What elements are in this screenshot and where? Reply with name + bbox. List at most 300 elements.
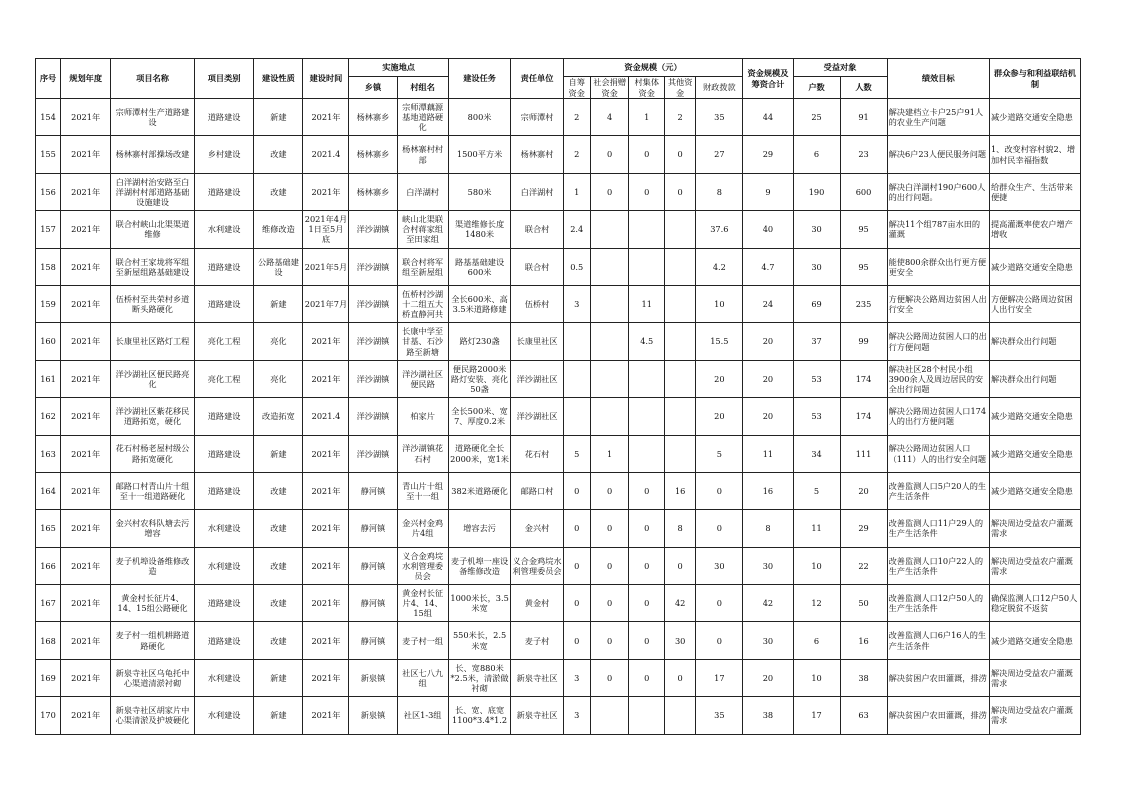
cell-time: 2021年 [303,585,349,622]
cell-total: 20 [743,659,793,696]
cell-households: 12 [793,585,840,622]
cell-year: 2021年 [61,211,111,248]
table-row [36,248,1081,285]
cell-households: 11 [793,510,840,547]
cell-self-raised [563,360,590,397]
cell-seq: 154 [36,99,61,136]
cell-town: 静河镇 [349,622,397,659]
cell-unit: 联合村 [511,248,563,285]
cell-village: 社区七八九组 [397,659,448,696]
header-time: 建设时间 [303,59,349,99]
cell-time: 2021年 [303,547,349,584]
cell-name: 联合村峡山北渠渠道维修 [111,211,195,248]
cell-goal: 解决社区28个村民小组3900余人及周边居民的安全出行问题 [887,360,989,397]
header-category: 项目类别 [194,59,254,99]
cell-other: 0 [664,547,695,584]
cell-task: 麦子机埠一座设备维修改造 [448,547,511,584]
cell-nature: 新建 [254,659,303,696]
cell-category: 亮化工程 [194,323,254,360]
cell-seq: 170 [36,697,61,734]
table-body [36,99,1081,735]
cell-unit: 洋沙湖社区 [511,360,563,397]
cell-time: 2021年 [303,659,349,696]
cell-time: 2021年 [303,472,349,509]
cell-fiscal: 37.6 [696,211,743,248]
cell-people: 23 [840,136,887,173]
cell-seq: 158 [36,248,61,285]
cell-social: 0 [590,472,629,509]
cell-time: 2021年 [303,435,349,472]
cell-unit: 洋沙湖社区 [511,398,563,435]
cell-town: 静河镇 [349,510,397,547]
table-row [36,360,1081,397]
cell-unit: 白洋湖村 [511,173,563,210]
cell-mechanism: 解决群众出行问题 [989,360,1080,397]
cell-self-raised: 3 [563,285,590,322]
cell-other [664,360,695,397]
cell-goal: 改善监测人口10户22人的生产生活条件 [887,547,989,584]
cell-households: 30 [793,248,840,285]
cell-task: 382米道路硬化 [448,472,511,509]
cell-town: 洋沙湖镇 [349,211,397,248]
cell-time: 2021年 [303,323,349,360]
cell-village: 洋沙湖社区便民路 [397,360,448,397]
cell-total: 38 [743,697,793,734]
cell-task: 路基基础建设600米 [448,248,511,285]
cell-people: 38 [840,659,887,696]
cell-total: 4.7 [743,248,793,285]
cell-people: 91 [840,99,887,136]
cell-self-raised [563,398,590,435]
cell-social: 0 [590,510,629,547]
cell-fiscal: 8 [696,173,743,210]
cell-name: 长康里社区路灯工程 [111,323,195,360]
table-row [36,622,1081,659]
cell-task: 长、宽、底宽1100*3.4*1.2 [448,697,511,734]
cell-nature: 新建 [254,697,303,734]
cell-task: 全长500米、宽7、厚度0.2米 [448,398,511,435]
cell-seq: 167 [36,585,61,622]
cell-goal: 解决公路周边贫困人口（111）人的出行安全问题 [887,435,989,472]
table-header [36,59,1081,99]
cell-village: 洋沙湖镇花石村 [397,435,448,472]
cell-year: 2021年 [61,435,111,472]
cell-households: 10 [793,659,840,696]
cell-unit: 新泉寺社区 [511,659,563,696]
cell-fiscal: 0 [696,622,743,659]
cell-other [664,211,695,248]
cell-category: 道路建设 [194,585,254,622]
cell-seq: 162 [36,398,61,435]
header-year: 规划年度 [61,59,111,99]
table-row [36,211,1081,248]
cell-category: 水利建设 [194,211,254,248]
cell-town: 洋沙湖镇 [349,323,397,360]
cell-social: 0 [590,173,629,210]
cell-fiscal: 35 [696,99,743,136]
cell-nature: 改建 [254,585,303,622]
cell-fiscal: 35 [696,697,743,734]
cell-year: 2021年 [61,360,111,397]
cell-fiscal: 15.5 [696,323,743,360]
cell-village: 麦子村一组 [397,622,448,659]
cell-self-raised: 5 [563,435,590,472]
cell-social: 0 [590,659,629,696]
header-total: 资金规模及筹资合计 [743,59,793,99]
cell-task: 增容去污 [448,510,511,547]
cell-name: 伍桥村至共荣村乡道断头路硬化 [111,285,195,322]
cell-households: 17 [793,697,840,734]
cell-village: 长康中学至甘基、石沙路至新塘 [397,323,448,360]
cell-self-raised: 0 [563,472,590,509]
cell-social [590,398,629,435]
cell-collective: 0 [629,510,665,547]
cell-category: 道路建设 [194,435,254,472]
cell-category: 道路建设 [194,472,254,509]
cell-village: 杨林寨村村部 [397,136,448,173]
cell-village: 青山片十组至十一组 [397,472,448,509]
cell-nature: 亮化 [254,323,303,360]
cell-social: 0 [590,136,629,173]
cell-mechanism: 减少道路交通安全隐患 [989,248,1080,285]
cell-year: 2021年 [61,99,111,136]
header-village: 村组名 [397,77,448,99]
cell-town: 洋沙湖镇 [349,435,397,472]
cell-time: 2021年 [303,173,349,210]
cell-nature: 改建 [254,547,303,584]
cell-social [590,360,629,397]
table-row [36,136,1081,173]
table-row [36,659,1081,696]
cell-year: 2021年 [61,585,111,622]
cell-nature: 改建 [254,510,303,547]
cell-name: 麦子机埠设备维修改造 [111,547,195,584]
cell-town: 新泉镇 [349,697,397,734]
cell-collective: 0 [629,659,665,696]
cell-town: 静河镇 [349,472,397,509]
cell-name: 麦子村一组机耕路道路硬化 [111,622,195,659]
cell-task: 道路硬化全长2000米，宽1米 [448,435,511,472]
cell-households: 5 [793,472,840,509]
cell-village: 金兴村金鸡片4组 [397,510,448,547]
cell-households: 6 [793,136,840,173]
cell-people: 20 [840,472,887,509]
cell-village: 联合村将军组至新屋组 [397,248,448,285]
cell-nature: 公路基础建设 [254,248,303,285]
header-social: 社会捐赠资金 [590,77,629,99]
cell-other [664,285,695,322]
cell-category: 道路建设 [194,248,254,285]
project-table-sheet [35,58,1081,735]
cell-time: 2021.4 [303,398,349,435]
cell-name: 花石村杨老屋村级公路拓宽硬化 [111,435,195,472]
cell-time: 2021年7月 [303,285,349,322]
cell-task: 550米长，2.5米宽 [448,622,511,659]
cell-name: 白洋湖村治安路至白洋湖村村部道路基础设施建设 [111,173,195,210]
cell-mechanism: 给群众生产、生活带来便捷 [989,173,1080,210]
cell-social [590,248,629,285]
cell-total: 16 [743,472,793,509]
cell-people: 95 [840,248,887,285]
cell-goal: 改善监测人口5户20人的生产生活条件 [887,472,989,509]
cell-total: 11 [743,435,793,472]
cell-goal: 能使800余群众出行更方便更安全 [887,248,989,285]
cell-social [590,285,629,322]
table-row [36,398,1081,435]
cell-self-raised [563,323,590,360]
table-row [36,99,1081,136]
cell-social [590,697,629,734]
table-row [36,510,1081,547]
cell-collective: 0 [629,173,665,210]
cell-fiscal: 20 [696,360,743,397]
cell-total: 9 [743,173,793,210]
header-people: 人数 [840,77,887,99]
cell-collective: 0 [629,472,665,509]
header-unit: 责任单位 [511,59,563,99]
cell-village: 柏家片 [397,398,448,435]
cell-village: 峡山北渠联合村蒋家组至田家组 [397,211,448,248]
cell-other [664,697,695,734]
cell-total: 44 [743,99,793,136]
cell-goal: 解决公路周边贫困人口的出行方便问题 [887,323,989,360]
cell-mechanism: 解决群众出行问题 [989,323,1080,360]
cell-town: 杨林寨乡 [349,173,397,210]
cell-mechanism: 减少道路交通安全隐患 [989,622,1080,659]
cell-social: 0 [590,622,629,659]
cell-unit: 宗师潭村 [511,99,563,136]
cell-category: 水利建设 [194,697,254,734]
cell-goal: 改善监测人口12户50人的生产生活条件 [887,585,989,622]
cell-other: 42 [664,585,695,622]
cell-people: 29 [840,510,887,547]
cell-collective: 1 [629,99,665,136]
cell-self-raised: 1 [563,173,590,210]
cell-task: 路灯230盏 [448,323,511,360]
cell-goal: 解决公路周边贫困人口174人的出行方便问题 [887,398,989,435]
cell-people: 50 [840,585,887,622]
table-row [36,323,1081,360]
cell-people: 22 [840,547,887,584]
cell-total: 42 [743,585,793,622]
cell-total: 30 [743,547,793,584]
cell-social: 0 [590,585,629,622]
cell-fiscal: 30 [696,547,743,584]
cell-mechanism: 解决周边受益农户灌溉需求 [989,547,1080,584]
cell-name: 宗师潭村生产道路建设 [111,99,195,136]
cell-mechanism: 解决周边受益农户灌溉需求 [989,697,1080,734]
cell-other [664,398,695,435]
cell-goal: 方便解决公路周边贫困人出行安全 [887,285,989,322]
cell-total: 20 [743,323,793,360]
table-row [36,472,1081,509]
cell-nature: 改建 [254,622,303,659]
cell-seq: 155 [36,136,61,173]
cell-seq: 165 [36,510,61,547]
cell-village: 白洋湖村 [397,173,448,210]
cell-name: 洋沙湖社区便民路亮化 [111,360,195,397]
table-row [36,285,1081,322]
cell-task: 800米 [448,99,511,136]
cell-social: 0 [590,547,629,584]
header-other: 其他资金 [664,77,695,99]
cell-collective [629,360,665,397]
cell-name: 邮路口村青山片十组至十一组道路硬化 [111,472,195,509]
cell-time: 2021年 [303,510,349,547]
cell-self-raised: 3 [563,697,590,734]
cell-nature: 改建 [254,136,303,173]
cell-total: 40 [743,211,793,248]
cell-fiscal: 10 [696,285,743,322]
table-row [36,697,1081,734]
cell-social [590,211,629,248]
cell-unit: 花石村 [511,435,563,472]
cell-mechanism: 减少道路交通安全隐患 [989,398,1080,435]
cell-total: 8 [743,510,793,547]
cell-fiscal: 0 [696,510,743,547]
cell-time: 2021年 [303,697,349,734]
cell-town: 杨林寨乡 [349,99,397,136]
cell-name: 黄金村长征片4、14、15组公路硬化 [111,585,195,622]
cell-goal: 解决建档立卡户25户91人的农业生产问题 [887,99,989,136]
cell-total: 24 [743,285,793,322]
cell-mechanism: 减少道路交通安全隐患 [989,435,1080,472]
cell-unit: 新泉寺社区 [511,697,563,734]
cell-category: 亮化工程 [194,360,254,397]
cell-year: 2021年 [61,136,111,173]
cell-year: 2021年 [61,622,111,659]
cell-goal: 解决贫困户农田灌溉，排涝 [887,697,989,734]
cell-fiscal: 20 [696,398,743,435]
cell-goal: 解决11个组787亩水田的灌溉 [887,211,989,248]
cell-village: 伍桥村沙湖十二组五大桥直静河共 [397,285,448,322]
cell-town: 杨林寨乡 [349,136,397,173]
table-row [36,547,1081,584]
cell-households: 53 [793,398,840,435]
cell-mechanism: 提高灌溉率使农户增产增收 [989,211,1080,248]
cell-self-raised: 3 [563,659,590,696]
cell-people: 111 [840,435,887,472]
cell-time: 2021.4 [303,136,349,173]
cell-unit: 义合金鸡垸水利管理委员会 [511,547,563,584]
cell-other [664,435,695,472]
cell-town: 洋沙湖镇 [349,285,397,322]
cell-other: 16 [664,472,695,509]
cell-name: 杨林寨村部操场改建 [111,136,195,173]
cell-unit: 邮路口村 [511,472,563,509]
cell-seq: 166 [36,547,61,584]
cell-mechanism: 1、改变村容村貌2、增加村民幸福指数 [989,136,1080,173]
cell-other: 30 [664,622,695,659]
cell-total: 30 [743,622,793,659]
cell-people: 174 [840,360,887,397]
cell-category: 乡村建设 [194,136,254,173]
cell-self-raised: 0 [563,585,590,622]
cell-total: 29 [743,136,793,173]
cell-goal: 解决6户23人便民服务问题 [887,136,989,173]
cell-total: 20 [743,398,793,435]
cell-fiscal: 17 [696,659,743,696]
cell-social [590,323,629,360]
cell-task: 1000米长，3.5米宽 [448,585,511,622]
cell-village: 义合金鸡垸水利管理委员会 [397,547,448,584]
cell-self-raised: 0.5 [563,248,590,285]
cell-category: 水利建设 [194,659,254,696]
cell-nature: 维修改造 [254,211,303,248]
header-location: 实施地点 [349,59,448,77]
cell-unit: 金兴村 [511,510,563,547]
cell-self-raised: 0 [563,547,590,584]
cell-name: 联合村王家垅将军组至新屋组路基础建设 [111,248,195,285]
cell-social: 4 [590,99,629,136]
cell-people: 174 [840,398,887,435]
cell-seq: 169 [36,659,61,696]
cell-collective: 0 [629,136,665,173]
cell-self-raised: 2 [563,99,590,136]
cell-unit: 长康里社区 [511,323,563,360]
cell-collective [629,248,665,285]
cell-fiscal: 4.2 [696,248,743,285]
cell-seq: 156 [36,173,61,210]
cell-nature: 新建 [254,285,303,322]
cell-nature: 亮化 [254,360,303,397]
cell-goal: 改善监测人口11户29人的生产生活条件 [887,510,989,547]
cell-unit: 麦子村 [511,622,563,659]
cell-other: 0 [664,659,695,696]
cell-seq: 160 [36,323,61,360]
cell-name: 新泉寺社区乌龟托中心渠道清淤衬砌 [111,659,195,696]
cell-mechanism: 减少道路交通安全隐患 [989,99,1080,136]
project-table [35,58,1081,735]
cell-year: 2021年 [61,248,111,285]
cell-collective: 0 [629,547,665,584]
cell-other: 0 [664,136,695,173]
header-goal: 绩效目标 [887,59,989,99]
cell-category: 道路建设 [194,398,254,435]
cell-seq: 163 [36,435,61,472]
cell-social: 1 [590,435,629,472]
cell-seq: 161 [36,360,61,397]
cell-nature: 新建 [254,435,303,472]
cell-seq: 159 [36,285,61,322]
cell-category: 水利建设 [194,510,254,547]
header-name: 项目名称 [111,59,195,99]
cell-mechanism: 解决周边受益农户灌溉需求 [989,510,1080,547]
cell-mechanism: 方便解决公路周边贫困人出行安全 [989,285,1080,322]
cell-self-raised: 2 [563,136,590,173]
cell-households: 69 [793,285,840,322]
cell-collective: 0 [629,622,665,659]
cell-name: 金兴村农科队塘去污增容 [111,510,195,547]
cell-town: 新泉镇 [349,659,397,696]
cell-other [664,248,695,285]
header-self-raised: 自筹资金 [563,77,590,99]
cell-unit: 伍桥村 [511,285,563,322]
cell-households: 10 [793,547,840,584]
cell-self-raised: 0 [563,510,590,547]
cell-people: 99 [840,323,887,360]
cell-collective [629,211,665,248]
cell-people: 16 [840,622,887,659]
cell-households: 53 [793,360,840,397]
cell-nature: 改建 [254,472,303,509]
cell-collective: 4.5 [629,323,665,360]
cell-category: 道路建设 [194,99,254,136]
cell-households: 6 [793,622,840,659]
cell-collective: 0 [629,585,665,622]
cell-year: 2021年 [61,285,111,322]
cell-village: 宗师潭藕源基地道路硬化 [397,99,448,136]
